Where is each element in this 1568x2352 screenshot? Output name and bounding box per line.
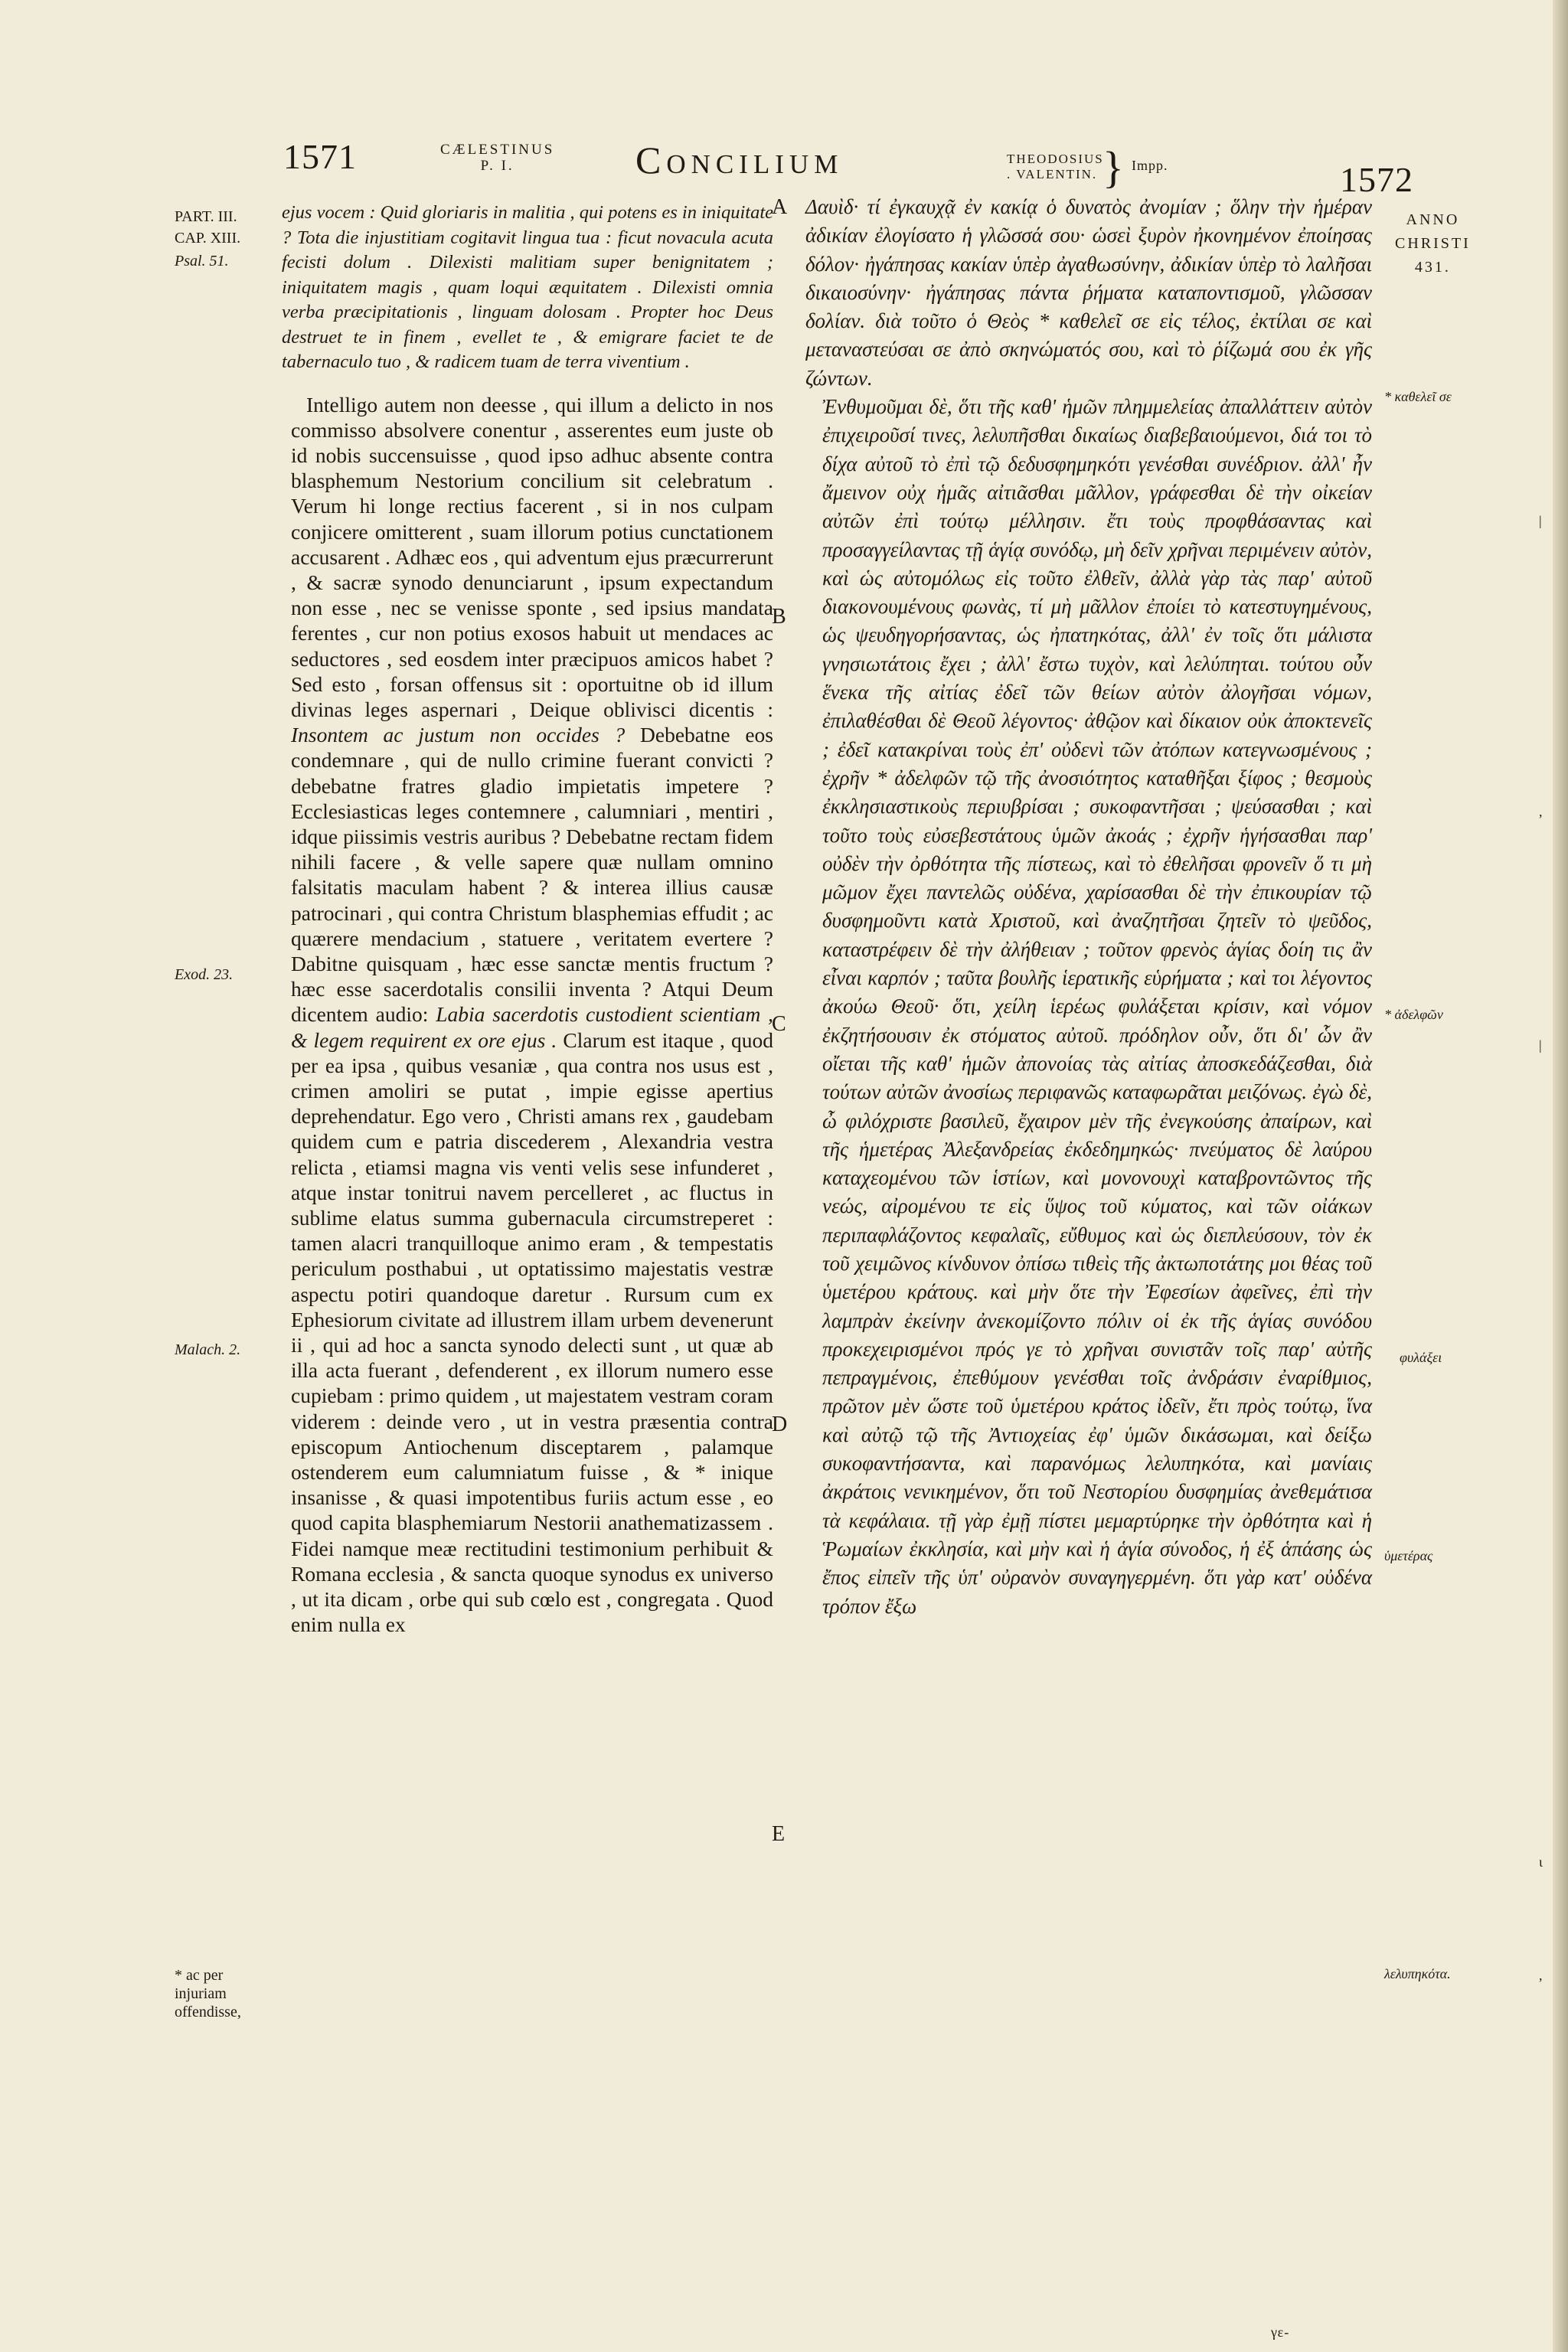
brace-mark: } — [1102, 142, 1124, 192]
margin-note-adelphon: * ἀδελφῶν — [1384, 1007, 1443, 1022]
bleed-fragment: | — [1539, 1037, 1542, 1053]
page-number-left: 1571 — [283, 137, 357, 176]
margin-cap: CAP. XIII. — [175, 230, 241, 247]
section-letter-d: D — [772, 1413, 788, 1436]
anno-line3: 431. — [1414, 259, 1451, 276]
margin-note-hymeteras: ὑμετέρας — [1384, 1548, 1433, 1563]
running-head-celestinus — [440, 142, 554, 174]
bleed-fragment: , — [1539, 804, 1543, 819]
margin-note-injuriam: * ac per injuriam offendisse, — [175, 1967, 241, 2020]
anno-christi-note — [1395, 208, 1471, 279]
margin-malach: Malach. 2. — [175, 1341, 241, 1358]
theodosius-line1: THEODOSIUS — [1007, 152, 1104, 166]
page-title: Concilium — [635, 139, 844, 181]
celestinus-line2: P. I. — [480, 158, 514, 174]
greek-text-1: Δαυὶδ· τί ἐγκαυχᾷ ἐν κακίᾳ ὁ δυνατὸς ἀνομίαν ; ὅλην τὴν ἡμέραν ἀδικίαν ἐλογίσατο ἡ γλῶσσά σου· ὡσεὶ ξυρὸν ἠκονημένον ἐποίησας δόλον· ἠγάπησας κακίαν ὑπὲρ ἀγαθωσύνην, ἀδικίαν ὑπὲρ τὸ λαλῆσαι δικαιοσύνην· ἠγάπησας πάντα ῥήματα καταποντισμοῦ, γλῶσσαν δολίαν. διὰ τοῦτο ὁ Θεὸς * καθελεῖ σε εἰς τέλος, ἐκτίλαι σε καὶ μεταναστεύσαι σε ἀπὸ σκηνώματός σου, καὶ τὸ ῥίζωμά σου ἐκ γῆς ζώντων. — [805, 195, 1372, 390]
latin-column — [282, 201, 773, 1637]
greek-column — [805, 193, 1372, 1621]
margin-note-phylaxei: φυλάξει — [1400, 1350, 1442, 1365]
running-head-theodosius — [1007, 152, 1104, 182]
latin-exod-quote: Insontem ac justum non occides ? — [291, 723, 626, 747]
section-letter-a: A — [772, 195, 788, 219]
margin-exod: Exod. 23. — [175, 966, 234, 983]
section-letters — [772, 0, 802, 2352]
margin-part: PART. III. — [175, 208, 237, 225]
page-number-right: 1572 — [1340, 160, 1413, 199]
page-edge — [1553, 0, 1568, 2352]
latin-text-2: Debebatne eos condemnare , qui de nullo crimine fuerant convicti ? debebatne fratres gladio impietatis impetere ? Ecclesiasticas leges contemnere , calumniari , mentiri , idque piissimis vestris auribus ? Debebatne rectam fidem nihili facere , & velle sapere quæ nullam omnino falsitatis maculam habent ? & interea illius causæ patrocinari , qui contra Christum blasphemias effudit ; ac quærere mendacium , statuere , veritatem evertere ? Dabitne quisquam , hæc esse sanctæ mentis fructum ? hæc esse sacerdotalis consilii inventa ? Atqui Deum dicentem audio: — [291, 723, 774, 1027]
greek-text-2: Ἐνθυμοῦμαι δὲ, ὅτι τῆς καθ' ἡμῶν πλημμελείας ἀπαλλάττειν αὐτὸν ἐπιχειροῦσί τινες, λελυπῆσθαι δικαίως διαβεβαιούμενοι, διά τοι τὸ δίχα αὐτοῦ τὸ ἐπὶ τῷ δεδυσφημηκότι γενέσθαι συνέδριον. ἀλλ' ἦν ἄμεινον οὐχ ἡμᾶς αἰτιᾶσθαι μᾶλλον, γράφεσθαι δὲ τὴν οἰκείαν αὐτῶν ἐπὶ τούτῳ μέλλησιν. ἔτι τοὺς προφθάσαντας καὶ προσαγγείλαντας τῇ ἁγίᾳ συνόδῳ, μὴ δεῖν χρῆναι περιμένειν αὐτὸν, καὶ ὡς αὐτομόλως εἰς τοῦτο ἐλθεῖν, ἀλλὰ γὰρ τὰς παρ' αὐτοῦ διακονουμένους φωνὰς, τί μὴ μᾶλλον ἐποίει τὸ κατεστυγημένους, ὡς ψευδηγορήσαντας, ὡς ἠπατηκότας, ἀλλ' ἐν τοῖς ὅτι μάλιστα γνησιωτάτοις ἔχει ; ἀλλ' ἔστω τυχὸν, καὶ λελύπηται. τούτου οὖν ἕνεκα τῆς αἰτίας ἐδεῖ τῶν θείων αὐτὸν ἀλογῆσαι νόμων, ἐπιλαθέσθαι δὲ Θεοῦ λέγοντος· ἀθῷον καὶ δίκαιον οὐκ ἀποκτενεῖς ; ἐδεῖ κατακρίναι τοὺς ἐπ' οὐδενὶ τῶν ἀτόπων κατεγνωσμένους ; ἐχρῆν * ἀδελφῶν τῷ τῆς ἀνοσιότητος καταθῆξαι ξίφος ; θεσμοὺς ἐκκλησιαστικοὺς περιυβρίσαι ; συκοφαντῆσαι ; ψεύσασθαι ; καὶ τοῦτο τοὺς εὐσεβεστάτους ὑμῶν ἀκοάς ; ἐχρῆν ἡγήσασθαι παρ' οὐδὲν τὴν ὀρθότητα τῆς πίστεως, καὶ τὸ ἐθελῆσαι φρονεῖν ὅ τι μὴ μῶμον ἔχει παντελῶς οὐδένα, χαρίσασθαι δὲ τὴν ἐπικουρίαν τῷ δυσφημοῦντι κατὰ Χριστοῦ, καὶ ἀναζητῆσαι ζητεῖν τὸ ψεῦδος, καταστρέφειν δὲ τὴν ἀλήθειαν ; τοῦτον φρενὸς ἁγίας δοίη τις ἂν εἶναι καρπόν ; ταῦτα βουλῆς ἱερατικῆς εὑρήματα ; καὶ τοι λέγοντος ἀκούω Θεοῦ· ὅτι, χείλη ἱερέως φυλάξεται κρίσιν, καὶ νόμον ἐκζητήσουσιν ἐκ στόματος αὐτοῦ. πρόδηλον οὖν, ὅτι δι' ὧν ἂν οἴεται τῆς καθ' ἡμῶν ἀπονοίας τὰς αἰτίας ἀποσκεδάζεσθαι, διὰ τούτων αὐτῶν ἀνοσίως περιφανῶς καταφωρᾶται μειζόνως. ἐγὼ δὲ, ὦ φιλόχριστε βασιλεῦ, ἔχαιρον μὲν τῆς ἐνεγκούσης ἀπαίρων, καὶ τῆς ἡμετέρας Ἀλεξανδρείας ἐκδεδημηκώς· πνεύματος δὲ λαύρου καταχεομένου τῶν ἱστίων, καὶ μονονουχὶ καταβροντῶντος τῆς νεώς, αἰρομένου τε εἰς ὕψος τοῦ κύματος, καὶ τῶν οἰάκων περιπαφλάζοντος κεφαλαῖς, εὔθυμος καὶ ὡς διεπλεύσουν, τὸν ἐκ τοῦ χειμῶνος κίνδυνον ὀπίσω τιθεὶς τῆς ἀκτωποτάτης μοι θέας τοῦ ὑμετέρου κράτους. καὶ μὴν ὅτε τὴν Ἐφεσίων ἀφεῖνες, ἐπὶ τὴν λαμπρὰν ἐκείνην ἀνεκομίζοντο πόλιν οἱ ἐκ τῆς ἁγίας συνόδου προκεχειρισμένοι πρός γε τὸ χρῆναι συνιστᾶν τοῖς παρ' αὐτῆς πεπραγμένοις, ἐπεθύμουν γενέσθαι τοῖς ἀνδράσιν ἐναρίθμιος, πρῶτον μὲν ὥστε τοῦ ὑμετέρου κράτος ἰδεῖν, ἔτι πρὸς τούτῳ, ἵνα καὶ αὐτῷ τῷ τῆς Ἀντιοχείας ἐφ' ὑμῶν δικάσωμαι, καὶ δείξω συκοφαντήσαντα, καὶ παρανόμως λελυπηκότα, καὶ μανίαις ἀκράτοις νενικημένον, ὅτι τοῦ Νεστορίου δυσφημίας ἀνεθεμάτισα τὰ κεφάλαια. τῇ γὰρ ἐμῇ πίστει μεμαρτύρηκε τὴν ὀρθότητα καὶ ἡ Ῥωμαίων ἐκκλησία, καὶ μὴν καὶ ἡ ἁγία σύνοδος, ἡ ἐξ ἁπάσης ὡς ἔπος εἰπεῖν τῆς ὑπ' οὐρανὸν συναγηγερμένη. ὅτι γὰρ κατ' οὐδένα τρόπον ἔξω — [822, 395, 1372, 1618]
latin-text-1: Intelligo autem non deesse , qui illum a delicto in nos commisso absolvere conentur , asserentes eum juste ob id nobis succensuisse , quod ipso adhuc absente contra blasphemum Nestorium concilium sit celebratum . Verum hi longe rectius facerent , si in nos culpam conjicere omitterent , suam illorum potius cunctationem accusarent . Adhæc eos , qui adventum ejus præcurrerunt , & sacræ synodo denunciarunt , ipsum expectandum non esse , nec se venisse sponte , sed ipsius mandata ferentes , cur non potius exosos habuit ut mendaces ac seductores , sed eosdem inter præcipuos amicos habet ? Sed esto , forsan offensus sit : oportuitne ob id illum divinas leges aspernari , Deique oblivisci dicentis : — [291, 392, 773, 721]
bleed-fragment: , — [1539, 1968, 1543, 1983]
latin-paragraph — [282, 392, 773, 1638]
anno-line2: CHRISTI — [1395, 235, 1471, 252]
latin-malach-quote: Labia sacerdotis custodient scientiam , & legem requirent ex ore ejus . — [291, 1002, 773, 1052]
margin-note-lelypekota: λελυπηκότα. — [1384, 1966, 1451, 1981]
celestinus-line1: CÆLESTINUS — [440, 142, 555, 158]
catchword: γε- — [1271, 2324, 1290, 2340]
latin-text-3: Clarum est itaque , quod per ea ipsa , quibus vesaniæ , qua contra nos usus est , crimen amoliri se putat , impie egisse apertius deprehendatur. Ego vero , Christi amans rex , gaudebam quidem cum e patria discederem , Alexandria vestra relicta , etiamsi magna vis venti velis sese infunderet , atque instar tonitrui navem percelleret , ac fluctus in sublime elatus summa gubernacula circumstreperet : tamen alacri tranquilloque animo eram , & tempestatis periculum posthabui , ut optatissimo majestatis vestræ aspectu potiri quandoque daretur . Rursum cum ex Ephesiorum civitate ad illustrem illam urbem devenerunt ii , qui ad hoc a sancta synodo delecti sunt , ut quæ ab illa acta fuerant , defenderent , ex illorum numero esse cupiebam : primo quidem , ut majestatem vestram coram viderem : deinde vero , ut in vestra præsentia contra episcopum Antiochenum disceptarem , palamque ostenderem eum calumniatum fuisse , & * inique insanisse , & quasi impotentibus furiis actum esse , eo quod capita blasphemiarum Nestorii anathematizassem . Fidei namque meæ rectitudini testimonium perhibuit & Romana ecclesia , & sancta quoque synodus ex universo , ut ita dicam , orbe qui sub cœlo est , congregata . Quod enim nulla ex — [291, 1027, 773, 1637]
section-letter-e: E — [772, 1822, 786, 1846]
bleed-fragment: ι — [1539, 1854, 1543, 1870]
section-letter-b: B — [772, 605, 786, 629]
greek-paragraph — [805, 193, 1372, 1621]
anno-line1: ANNO — [1406, 211, 1460, 228]
theodosius-line2: . VALENTIN. — [1007, 167, 1098, 181]
margin-note-katheleise: * καθελεῖ σε — [1384, 389, 1452, 404]
latin-psalm-quote: ejus vocem : Quid gloriaris in malitia , qui potens es in iniquitate ? Tota die injustitiam cogitavit lingua tua : ficut novacula acuta fecisti dolum . Dilexisti malitiam super benignitatem ; iniquitatem magis , quam loqui æquitatem . Dilexisti omnia verba præcipitationis , linguam dolosam . Propter hoc Deus destruet te in finem , evellet te , & emigrare faciet te de tabernaculo tuo , & radicem tuam de terra viventium . — [282, 202, 773, 372]
section-letter-c: C — [772, 1012, 786, 1036]
bleed-fragment: | — [1539, 513, 1542, 528]
running-head-impp: Impp. — [1132, 158, 1168, 173]
margin-psal: Psal. 51. — [175, 253, 229, 270]
